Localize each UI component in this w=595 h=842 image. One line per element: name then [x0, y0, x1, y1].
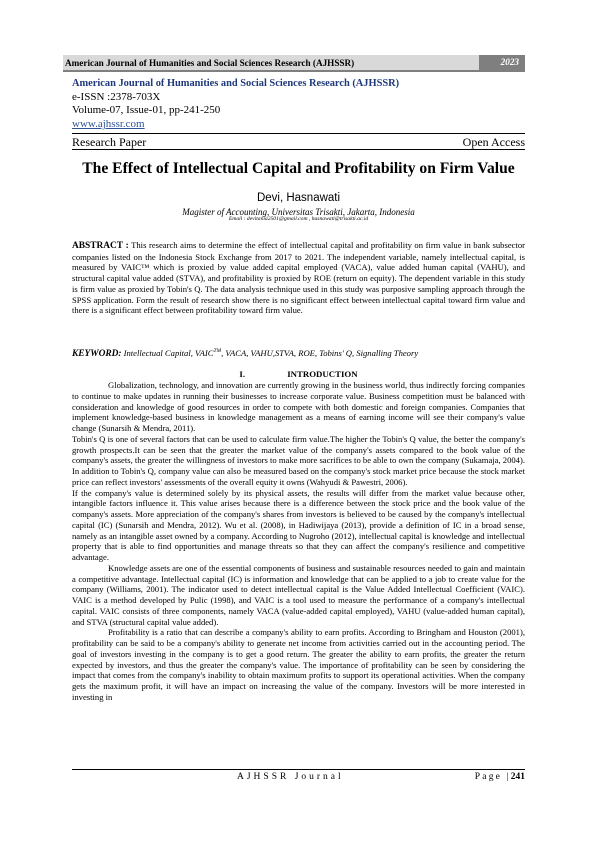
keywords — [72, 346, 525, 360]
paragraph: Profitability is a ratio that can describe a company's ability to earn profits. According to Bringham and Houston (2001), profitability can be said to be a company's ability to generate net income from activities carried out in the accounting period. The goal of investors investing in the company is to get a good return. The greater the ability to earn profits, the greater the return expected by investors, and thus the greater the company's value. The importance of profitability can be seen by considering the impact that comes from the company's inability to obtain maximum profits to support its operational activities. When the company gets the maximum profit, it will have an impact on increasing the value of the company. Investors will be more interested in investing in — [72, 627, 525, 702]
open-access-label: Open Access — [462, 135, 525, 149]
section-heading — [72, 369, 525, 379]
affiliation: Magister of Accounting, Universitas Trisakti, Jakarta, Indonesia — [182, 207, 415, 217]
journal-name: American Journal of Humanities and Social Sciences Research (AJHSSR) — [72, 78, 400, 89]
paper-type: Research Paper — [72, 135, 147, 149]
footer-rule — [72, 769, 525, 770]
authors: Devi, Hasnawati — [256, 192, 341, 204]
footer-page: Page |241 — [474, 772, 525, 782]
abstract-text: This research aims to determine the effect of intellectual capital and profitability on firm value in bank subsector companies listed on the Indonesia Stock Exchange from 2017 to 2021. The independent variable, namely intellectual capital, is measured by VAIC™ which is proxied by value added capital employed (VACA), value added human capital (VAHU), and structural capital value added (STVA), and profitability is proxied by ROE (return on equity). The dependent variable in this study is firm value as proxied by Tobin's Q. The data analysis technique used in this study was purposive sampling approach through the SPSS application. Form the result of research show there is no significant effect between intellectual capital toward firm value and there is a significant effect between profitability toward firm value. — [72, 240, 525, 316]
abstract — [72, 240, 525, 316]
issn: e-ISSN :2378-703X — [72, 91, 161, 103]
banner-rule — [63, 70, 525, 72]
page-number: 241 — [510, 772, 525, 782]
keywords-label: KEYWORD: — [72, 348, 122, 359]
abstract-label: ABSTRACT : — [72, 241, 129, 251]
paragraph: If the company's value is determined solely by its physical assets, the results will differ from the market value because other, intangible factors influence it. This value arises because there is a difference between the stock price and the book value of the company's assets. More appreciation of the company's shares from investors is believed to be caused by the company's intellectual capital (IC) (Sunarsih and Mendra, 2012). Wu et al. (2008), in Hadiwijaya (2013), provide a definition of IC in a broad sense, namely as an intangible asset owned by a company. According to Nugroho (2012), intellectual capital is knowledge and intellectual property that is able to find opportunities and manage threats so that they can affect the company's resilience and competitive advantage. — [72, 487, 525, 562]
author-emails: Email : devitania2501@gmail.com , hasnawati@trisakti.ac.id — [228, 216, 369, 222]
journal-website-link[interactable]: www.ajhssr.com — [72, 118, 145, 130]
banner-journal-name: American Journal of Humanities and Social Sciences Research (AJHSSR) — [65, 57, 355, 68]
page-footer — [72, 772, 525, 782]
section-title: INTRODUCTION — [287, 369, 358, 379]
body-text — [72, 380, 525, 703]
volume-issue: Volume-07, Issue-01, pp-241-250 — [72, 104, 221, 116]
keywords-text: Intellectual Capital, VAIC™, VACA, VAHU,STVA, ROE, Tobins' Q, Signalling Theory — [123, 347, 419, 358]
journal-banner — [63, 55, 525, 70]
article-title: The Effect of Intellectual Capital and Profitability on Firm Value — [82, 160, 515, 177]
section-number: I. — [239, 369, 246, 379]
paragraph: Tobin's Q is one of several factors that can be used to calculate firm value.The higher the Tobin's Q value, the better the company's growth prospects.It can be seen that the greater the market value of the company's assets compared to the book value of the company's assets, the greater the willingness of investors to make more sacrifices to be able to own the company (Sukamaja, 2004). In addition to Tobin's Q, company value can also be measured based on the company's stock market price because the stock market price can reflect investors' assessments of the overall equity it owns (Wahyudi & Pawestri, 2006). — [72, 433, 525, 487]
banner-year: 2023 — [479, 55, 525, 70]
paragraph: Globalization, technology, and innovation are currently growing in the business world, thus indirectly forcing companies to continue to make updates in running their businesses to increase corporate value. Business competition must be balanced with consideration and knowledge of good resources in order to compete with both domestic and foreign companies. Companies that implement knowledge-based business in knowledge management as a means of earning income will see their company's value change (Sunarsih & Mendra, 2011). — [72, 380, 525, 433]
paper-type-row — [72, 133, 525, 150]
footer-journal: AJHSSR Journal — [237, 772, 344, 782]
paragraph: Knowledge assets are one of the essential components of business and sustainable resources needed to gain and maintain a competitive advantage. Intellectual capital (IC) is information and knowledge that can be applied to a job to create value for the company (Williams, 2001). The indicator used to detect intellectual capital is the Value Added Intellectual Coefficient (VAIC). VAIC is a method developed by Pulic (1998), and VAIC is a tool used to measure the performance of a company's intellectual capital. VAIC consists of three components, namely VACA (value-added capital employed), VAHU (value-added human capital), and STVA (structural capital value added). — [72, 562, 525, 627]
